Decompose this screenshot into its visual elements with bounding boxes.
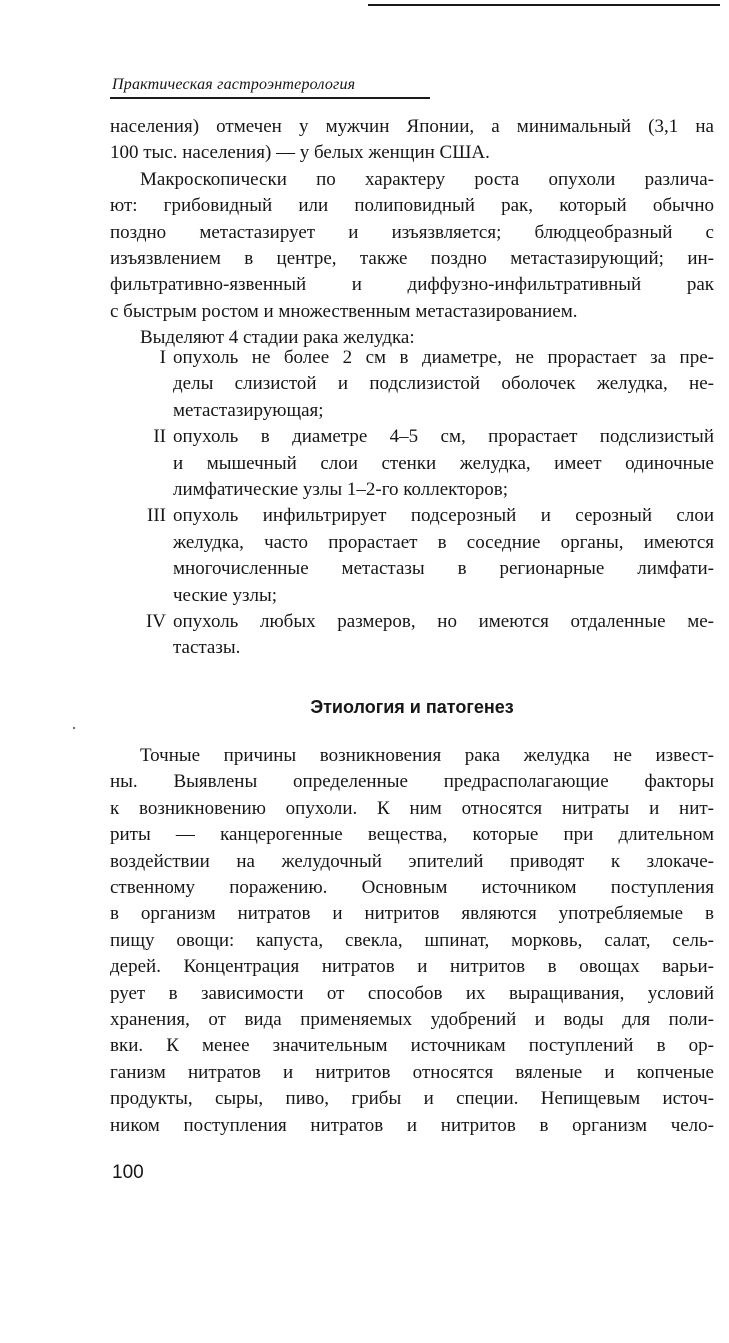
stage-numeral: III [147,505,166,527]
stage-item-2 [110,424,714,503]
text-line: хранения, от вида применяемых удобрений и воды для поли- [110,1009,714,1031]
text-line: лимфатические узлы 1–2-го коллекторов; [173,479,508,501]
text-line: населения) отмечен у мужчин Японии, а минимальный (3,1 на [110,116,714,137]
text-line: тастазы. [173,637,241,659]
stage-item-4 [110,609,714,662]
text-line: опухоль инфильтрирует подсерозный и серозный слои [173,505,714,527]
stage-item-3 [110,503,714,609]
text-line: продукты, сыры, пиво, грибы и специи. Непищевым источ- [110,1088,714,1110]
text-line: ственному поражению. Основным источником поступления [110,877,714,899]
text-line: метастазирующая; [173,399,324,421]
text-line: риты — канцерогенные вещества, которые при длительном [110,824,714,846]
paragraph-macroscopic [110,167,714,325]
paragraph-intro [110,114,714,167]
text-line: к возникновению опухоли. К ним относятся нитраты и нит- [110,797,714,819]
paragraph-etiology [110,743,714,1139]
text-line: и мышечный слои стенки желудка, имеет одиночные [173,452,714,474]
text-line: опухоль не более 2 см в диаметре, не прорастает за пре- [173,347,714,368]
text-line: Точные причины возникновения рака желудка не извест- [140,745,714,766]
text-line: делы слизистой и подслизистой оболочек желудка, не- [173,373,714,395]
running-head-rule [110,97,430,99]
stage-item-1 [110,345,714,424]
text-line: Макроскопически по характеру роста опухоли различа- [140,168,714,190]
text-line: ником поступления нитратов и нитритов в организм чело- [110,1114,714,1136]
text-line: 100 тыс. населения) — у белых женщин США. [110,142,490,164]
text-line: изъязвлением в центре, также поздно метастазирующий; ин- [110,248,714,270]
text-line: Выделяют 4 стадии рака желудка: [140,327,415,349]
text-line: с быстрым ростом и множественным метастазированием. [110,300,578,322]
text-line: опухоль любых размеров, но имеются отдаленные ме- [173,611,714,633]
stage-numeral: I [159,347,166,368]
text-line: поздно метастазирует и изъязвляется; блюдцеобразный с [110,221,714,243]
text-line: желудка, часто прорастает в соседние органы, имеются [173,531,714,553]
text-line: вки. К менее значительным источникам поступлений в ор- [110,1035,714,1057]
top-rule [368,4,720,6]
text-line: пищу овощи: капуста, свекла, шпинат, морковь, салат, сель- [110,929,714,951]
text-line: дерей. Концентрация нитратов и нитритов в овощах варьи- [110,956,714,978]
text-line: опухоль в диаметре 4–5 см, прорастает подслизистый [173,426,714,448]
running-head: Практическая гастроэнтерология [112,76,356,93]
text-block-intro [110,114,714,352]
page-number: 100 [112,1162,144,1183]
text-line: воздействии на желудочный эпителий приводят к злокаче- [110,850,714,872]
stage-numeral: II [153,426,166,448]
stage-numeral: IV [145,611,166,633]
text-block-etiology [110,743,714,1139]
text-line: рует в зависимости от способов их выращивания, условий [110,982,714,1004]
text-line: ют: грибовидный или полиповидный рак, который обычно [110,195,714,217]
text-line: ганизм нитратов и нитритов относятся вяленые и копченые [110,1061,714,1083]
text-line: ны. Выявлены определенные предрасполагающие факторы [110,771,714,793]
text-line: фильтративно-язвенный и диффузно-инфильтративный рак [110,274,714,296]
text-line: в организм нитратов и нитритов являются употребляемые в [110,903,714,925]
text-line: ческие узлы; [173,584,278,606]
text-line: многочисленные метастазы в регионарные лимфати- [173,558,714,580]
print-speck [73,727,75,729]
stage-list [110,345,714,662]
section-heading: Этиология и патогенез [310,697,514,717]
